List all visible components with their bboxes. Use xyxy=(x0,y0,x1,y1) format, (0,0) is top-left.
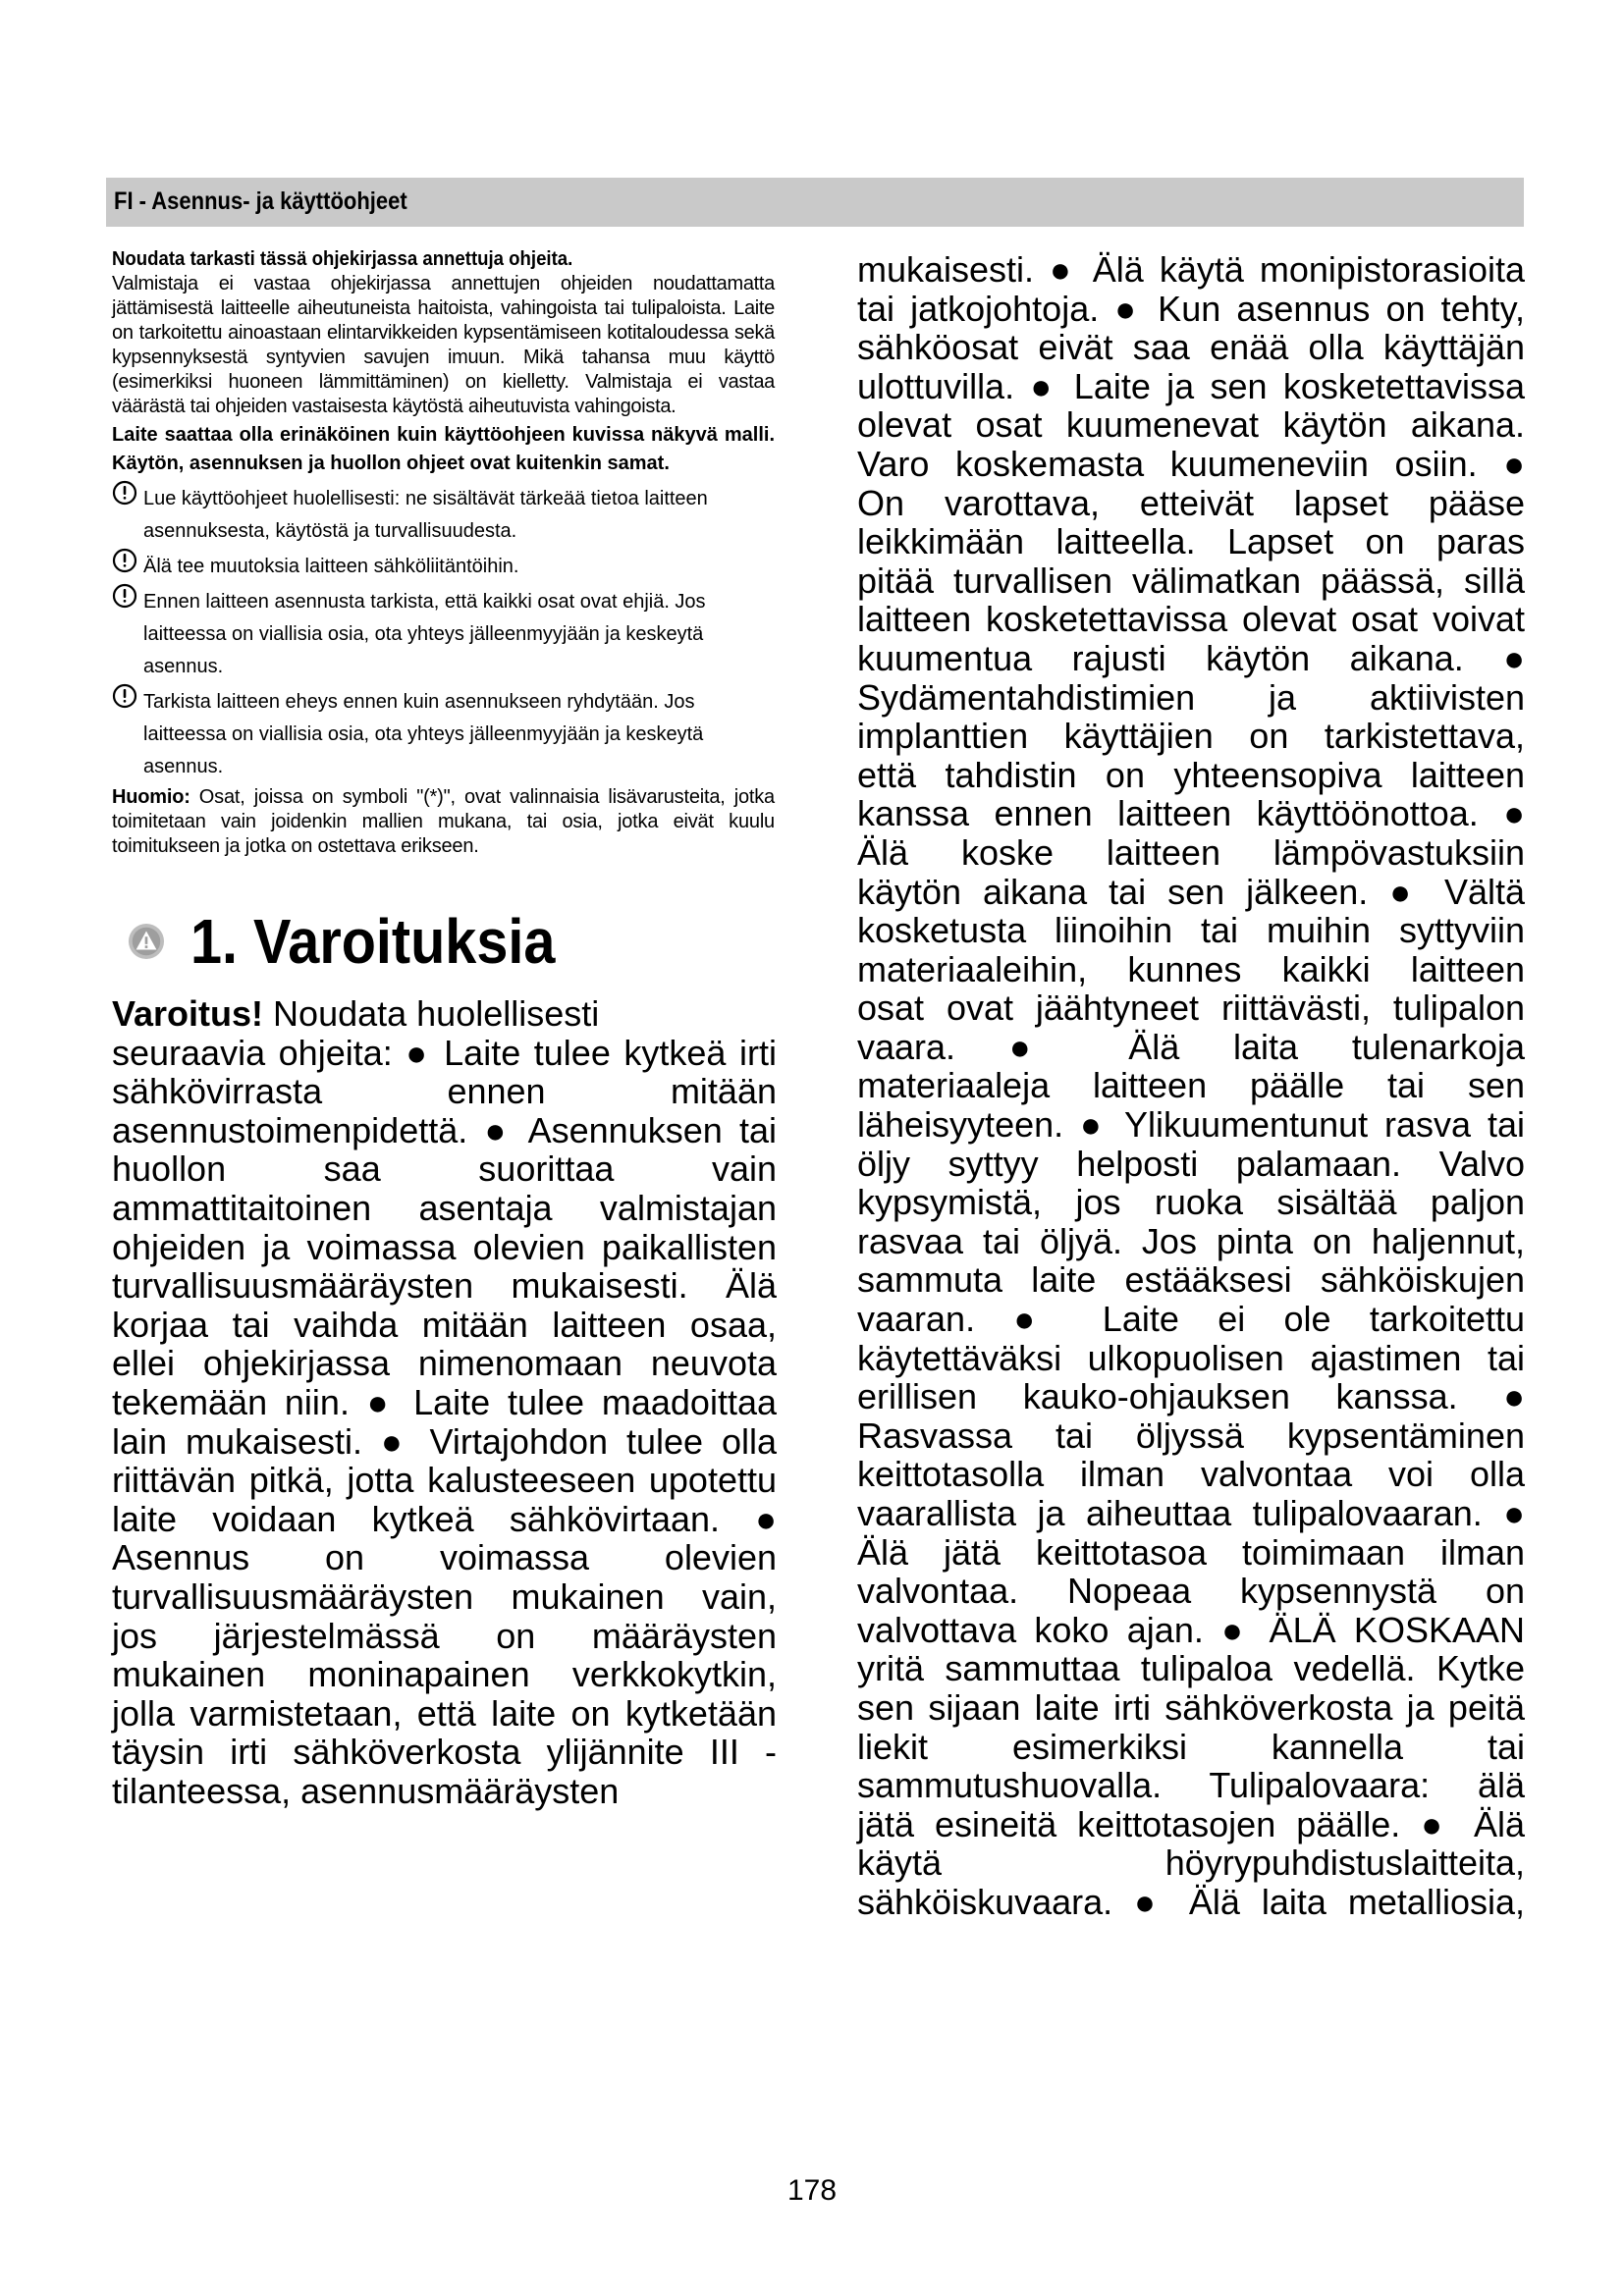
section-title: 1. Varoituksia xyxy=(190,906,556,977)
text-line: turvallisuusmääräysten mukaisesti. Älä xyxy=(112,1265,777,1307)
intro-block xyxy=(112,247,775,859)
warning-text: Älä tee muutoksia laitteen sähköliitäntöihin. xyxy=(143,556,519,577)
note-paragraph xyxy=(112,785,775,859)
text-line: ellei ohjekirjassa nimenomaan neuvota xyxy=(112,1343,777,1384)
text-line-content: Noudata huolellisesti xyxy=(263,993,600,1034)
text-line: vaara. ● Älä laita tulenarkoja xyxy=(857,1026,1525,1067)
text-line: sähkövirrasta ennen mitään xyxy=(112,1071,777,1112)
right-text-block xyxy=(857,250,1525,1922)
text-line: liekit esimerkiksi kannella tai xyxy=(857,1726,1525,1767)
warning-item xyxy=(112,480,775,548)
text-line: Asennus on voimassa olevien xyxy=(112,1537,777,1578)
text-line: Sydämentahdistimien ja aktiivisten xyxy=(857,676,1525,718)
text-line: käytettäväksi ulkopuolisen ajastimen tai xyxy=(857,1337,1525,1378)
text-line: erillisen kauko-ohjauksen kanssa. ● xyxy=(857,1376,1525,1417)
text-line: läheisyyteen. ● Ylikuumentunut rasva tai xyxy=(857,1104,1525,1146)
text-line: ammattitaitoinen asentaja valmistajan xyxy=(112,1187,777,1228)
note-text: Osat, joissa on symboli "(*)", ovat valinnaisia lisävarusteita, jotka toimitetaan vain joidenkin mallien mukana, tai osia, jotka eivät kuulu toimitukseen ja jotka on ostettava erikseen. xyxy=(112,786,775,857)
text-line: tekemään niin. ● Laite tulee maadoittaa xyxy=(112,1381,777,1422)
text-line xyxy=(112,994,777,1034)
exclamation-circle-icon xyxy=(112,480,137,506)
text-line: öljy syttyy helposti palamaan. Valvo xyxy=(857,1143,1525,1184)
text-line: On varottava, etteivät lapset pääse xyxy=(857,482,1525,523)
text-line: Älä koske laitteen lämpövastuksiin xyxy=(857,831,1525,873)
text-line: riittävän pitkä, jotta kalusteeseen upotettu xyxy=(112,1460,777,1501)
text-line: käytä höyrypuhdistuslaitteita, xyxy=(857,1842,1525,1884)
warning-triangle-icon xyxy=(128,923,165,960)
page-header-title: FI - Asennus- ja käyttöohjeet xyxy=(114,187,407,215)
left-text-block xyxy=(112,994,777,1810)
right-column xyxy=(857,250,1525,1922)
text-line: tai jatkojohtoja. ● Kun asennus on tehty, xyxy=(857,288,1525,329)
warning-text: Tarkista laitteen eheys ennen kuin asennukseen ryhdytään. Jos laitteessa on viallisia osia, ota yhteys jälleenmyyjään ja keskeytä asennus. xyxy=(143,691,704,777)
text-line: kosketusta liinoihin tai muihin syttyviin xyxy=(857,910,1525,951)
page-number: 178 xyxy=(786,2174,838,2207)
warning-text: Lue käyttöohjeet huolellisesti: ne sisältävät tärkeää tietoa laitteen asennuksesta, käytöstä ja turvallisuudesta. xyxy=(143,488,708,542)
warning-item xyxy=(112,683,775,783)
intro-body: Valmistaja ei vastaa ohjekirjassa annettujen ohjeiden noudattamatta jättämisestä laitteelle aiheutuneista haitoista, vahingoista tai tulipaloista. Laite on tarkoitettu ainoastaan elintarvikkeiden kypsentämiseen kotitaloudessa sekä kypsennyksestä syntyvien savujen imuun. Mikä tahansa muu käyttö (esimerkiksi huoneen lämmittäminen) on kielletty. Valmistaja ei vastaa väärästä tai ohjeiden vastaisesta käytöstä aiheutuvista vahingoista. xyxy=(112,273,775,417)
section-heading xyxy=(112,900,775,983)
text-line: sammutushuovalla. Tulipalovaara: älä xyxy=(857,1765,1525,1806)
text-line: ohjeiden ja voimassa olevien paikallisten xyxy=(112,1226,777,1267)
text-line: käytön aikana tai sen jälkeen. ● Vältä xyxy=(857,871,1525,912)
text-line: huollon saa suorittaa vain xyxy=(112,1148,777,1190)
text-line: laitteen kosketettavissa olevat osat voivat xyxy=(857,599,1525,640)
model-note: Laite saattaa olla erinäköinen kuin käyttöohjeen kuvissa näkyvä malli. Käytön, asennuksen ja huollon ohjeet ovat kuitenkin samat. xyxy=(112,424,775,474)
text-line: asennustoimenpidettä. ● Asennuksen tai xyxy=(112,1109,777,1150)
text-line: ulottuvilla. ● Laite ja sen kosketettavissa xyxy=(857,365,1525,406)
text-line: Älä jätä keittotasoa toimimaan ilman xyxy=(857,1531,1525,1573)
warning-item xyxy=(112,548,775,583)
text-line: Rasvassa tai öljyssä kypsentäminen xyxy=(857,1415,1525,1456)
intro-heading: Noudata tarkasti tässä ohjekirjassa annettuja ohjeita. xyxy=(112,248,573,270)
text-line: kanssa ennen laitteen käyttöönottoa. ● xyxy=(857,793,1525,834)
header-bar xyxy=(106,178,1524,227)
text-line: mukaisesti. ● Älä käytä monipistorasioita xyxy=(857,249,1525,290)
text-line: jätä esineitä keittotasojen päälle. ● Älä xyxy=(857,1803,1525,1844)
text-line: implanttien käyttäjien on tarkistettava, xyxy=(857,716,1525,757)
text-line: jolla varmistetaan, että laite on kytketään xyxy=(112,1692,777,1734)
text-line: jos järjestelmässä on määräysten xyxy=(112,1615,777,1656)
exclamation-circle-icon xyxy=(112,583,137,609)
text-line: pitää turvallisen välimatkan päässä, sillä xyxy=(857,560,1525,601)
text-line: täysin irti sähköverkosta ylijännite III - xyxy=(112,1732,777,1773)
text-line: sammuta laite estääksesi sähköiskujen xyxy=(857,1259,1525,1301)
text-line: osat ovat jäähtyneet riittävästi, tulipalon xyxy=(857,988,1525,1029)
exclamation-circle-icon xyxy=(112,548,137,573)
text-line: materiaaleihin, kunnes kaikki laitteen xyxy=(857,948,1525,989)
left-column xyxy=(112,247,775,1810)
text-line: sähköiskuvaara. ● Älä laita metalliosia, xyxy=(857,1881,1525,1922)
warnings-list xyxy=(112,480,775,783)
text-line: vaarallista ja aiheuttaa tulipalovaaran. ● xyxy=(857,1493,1525,1533)
text-line: seuraavia ohjeita: ● Laite tulee kytkeä irti xyxy=(112,1032,777,1073)
text-line: kypsymistä, jos ruoka sisältää paljon xyxy=(857,1182,1525,1223)
text-line: materiaaleja laitteen päälle tai sen xyxy=(857,1065,1525,1106)
note-label: Huomio: xyxy=(112,786,190,808)
text-line: yritä sammuttaa tulipaloa vedellä. Kytke xyxy=(857,1648,1525,1689)
text-line: laite voidaan kytkeä sähkövirtaan. ● xyxy=(112,1498,777,1539)
text-line: sähköosat eivät saa enää olla käyttäjän xyxy=(857,327,1525,368)
text-line: leikkimään laitteella. Lapset on paras xyxy=(857,521,1525,562)
text-line: lain mukaisesti. ● Virtajohdon tulee olla xyxy=(112,1420,777,1462)
text-line: että tahdistin on yhteensopiva laitteen xyxy=(857,754,1525,795)
warning-text: Ennen laitteen asennusta tarkista, että kaikki osat ovat ehjiä. Jos laitteessa on viallisia osia, ota yhteys jälleenmyyjään ja keskeytä asennus. xyxy=(143,591,706,677)
text-line: turvallisuusmääräysten mukainen vain, xyxy=(112,1575,777,1617)
text-line: mukainen moninapainen verkkokytkin, xyxy=(112,1654,777,1695)
text-line: sen sijaan laite irti sähköverkosta ja peitä xyxy=(857,1686,1525,1728)
text-line: tilanteessa, asennusmääräysten xyxy=(112,1770,620,1811)
text-line: kuumentua rajusti käytön aikana. ● xyxy=(857,637,1525,678)
text-line: valvontaa. Nopeaa kypsennystä on xyxy=(857,1571,1525,1612)
text-line: vaaran. ● Laite ei ole tarkoitettu xyxy=(857,1299,1525,1340)
text-line: rasvaa tai öljyä. Jos pinta on haljennut, xyxy=(857,1220,1525,1261)
exclamation-circle-icon xyxy=(112,683,137,709)
warning-item xyxy=(112,583,775,683)
text-line: valvottava koko ajan. ● ÄLÄ KOSKAAN xyxy=(857,1609,1525,1650)
warning-lead: Varoitus! xyxy=(112,993,264,1034)
text-line: keittotasolla ilman valvontaa voi olla xyxy=(857,1454,1525,1495)
text-line: olevat osat kuumenevat käytön aikana. xyxy=(857,404,1525,446)
text-line: Varo koskemasta kuumeneviin osiin. ● xyxy=(857,443,1525,484)
text-line: korjaa tai vaihda mitään laitteen osaa, xyxy=(112,1304,777,1345)
